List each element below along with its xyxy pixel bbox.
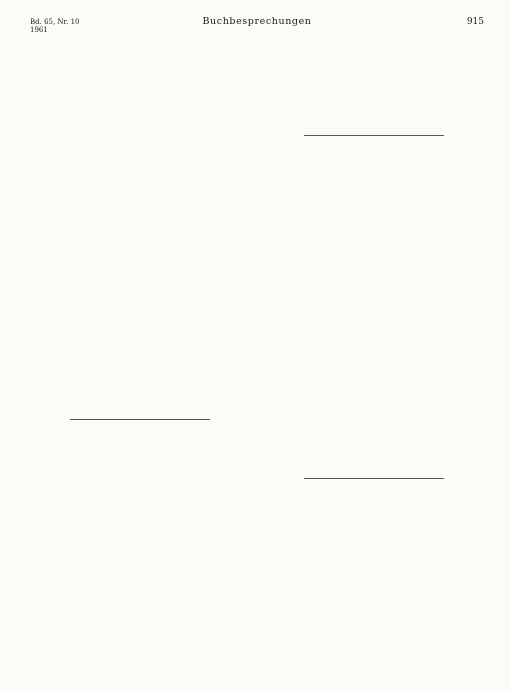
volume-info <box>30 18 90 34</box>
review-entry <box>264 40 484 126</box>
review-entry <box>264 145 484 468</box>
review-entry <box>30 40 250 410</box>
page-number: 915 <box>466 17 484 27</box>
reviewer-name <box>264 652 484 660</box>
section-divider <box>304 478 444 479</box>
section-divider <box>304 135 444 136</box>
page-header <box>30 18 484 40</box>
review-body <box>264 145 484 460</box>
reviewer-name <box>30 402 250 410</box>
section-divider <box>70 419 210 420</box>
two-column-layout <box>30 40 484 660</box>
review-entry <box>30 429 250 660</box>
reviewer-name <box>30 652 250 660</box>
review-body <box>264 488 484 652</box>
left-column <box>30 40 250 660</box>
right-column <box>264 40 484 660</box>
review-entry <box>264 488 484 660</box>
review-body <box>30 429 250 652</box>
running-title: Buchbesprechungen <box>202 16 312 27</box>
review-body <box>30 40 250 402</box>
review-body <box>264 40 484 118</box>
reviewer-name <box>264 461 484 469</box>
reviewer-name <box>264 118 484 126</box>
volume-line: Bd. 65, Nr. 10 <box>30 18 80 26</box>
volume-year: 1961 <box>30 26 48 34</box>
